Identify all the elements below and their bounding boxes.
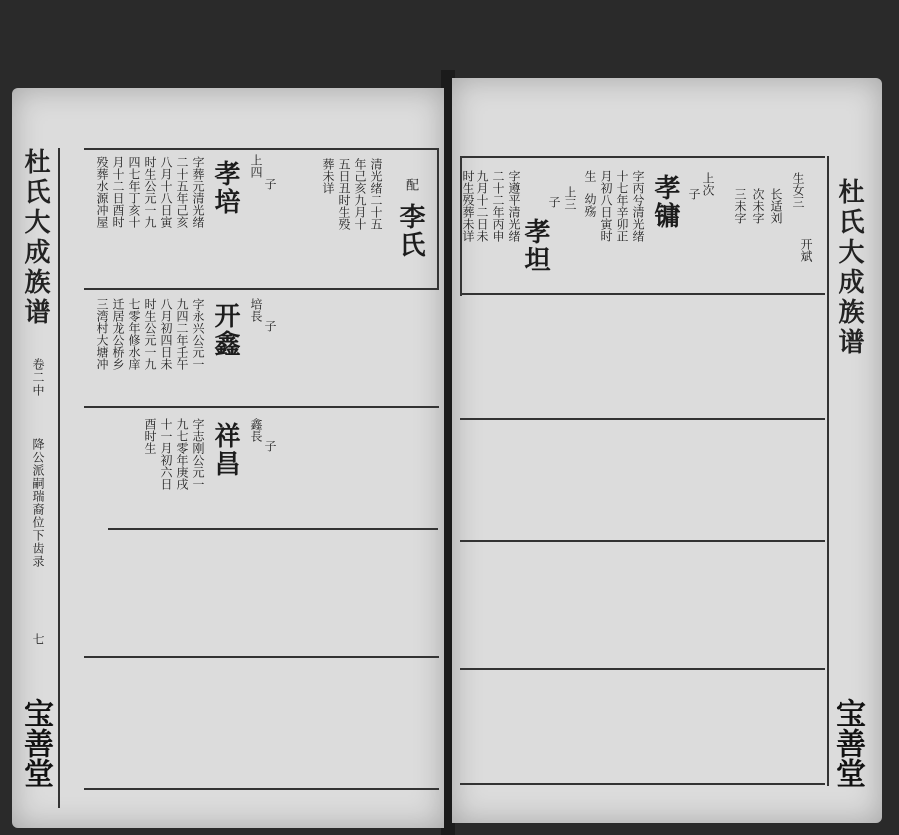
row-rule: [84, 288, 439, 290]
seal-text: 宝善堂: [18, 698, 53, 788]
spouse-line-4: 葬未详: [321, 158, 335, 194]
person-detail: 八月初四日未: [159, 298, 173, 370]
top-rule: [460, 156, 825, 158]
book-title: 杜氏大成族谱: [20, 148, 50, 328]
person-name: 祥昌: [210, 422, 240, 478]
person-detail: 字志刚公元一: [191, 418, 205, 490]
page-number: 七: [31, 633, 45, 646]
person-detail: 七零年修水庠: [127, 298, 141, 370]
daughters-line: 三未字: [733, 188, 747, 224]
right-page: [452, 78, 882, 823]
daughters-line: 长适刘: [769, 188, 783, 224]
person-name: 孝培: [210, 160, 240, 216]
person-name: 开鑫: [210, 302, 240, 358]
person-detail: 时生公元一九: [143, 298, 157, 370]
person-detail: 八月十八日寅: [159, 156, 173, 228]
person-detail: 月十二日酉时: [111, 156, 125, 228]
person-detail: 酉时生: [143, 418, 157, 454]
person-detail: 字遵平清光绪: [507, 170, 521, 242]
person-relation: 子: [263, 320, 277, 332]
person-detail: 三湾村大塘冲: [95, 298, 109, 370]
top-rule: [84, 148, 439, 150]
person-detail: 生: [583, 170, 597, 182]
row-rule: [460, 418, 825, 420]
person-ordinal: 上三: [563, 186, 577, 210]
row-rule: [460, 293, 825, 295]
person-detail: 九月十二日未: [475, 170, 489, 242]
person-detail: 十一月初六日: [159, 418, 173, 490]
person-detail: 字永兴公元一: [191, 298, 205, 370]
person-ordinal: 培長: [249, 298, 263, 322]
spouse-line-1: 清光绪二十五: [369, 158, 383, 230]
person-ordinal: 上次: [701, 172, 715, 196]
person-detail: 月初八日寅时: [599, 170, 613, 242]
person-ordinal: 上四: [249, 154, 263, 178]
bottom-rule: [460, 783, 825, 785]
section-label: 降公派嗣瑞裔位下齿录: [31, 438, 45, 568]
person-relation: 子: [547, 196, 561, 208]
person-relation: 子: [263, 178, 277, 190]
row-rule: [460, 668, 825, 670]
margin-rule: [58, 148, 60, 808]
row-rule: [84, 406, 439, 408]
person-name: 孝镛: [650, 174, 680, 230]
volume-label: 卷二中: [31, 358, 45, 397]
spouse-line-3: 五日丑时生殁: [337, 158, 351, 230]
seal-text: 宝善堂: [830, 698, 865, 788]
person-note: 幼殇: [583, 193, 597, 217]
book-title: 杜氏大成族谱: [834, 178, 864, 358]
column-rule: [437, 148, 439, 288]
spouse-line-2: 年己亥九月十: [353, 158, 367, 230]
spouse-name: 李氏: [395, 203, 425, 259]
person-detail: 时生公元一九: [143, 156, 157, 228]
person-detail: 字丙兮清光绪: [631, 170, 645, 242]
person-detail: 二十五年己亥: [175, 156, 189, 228]
spouse-label: 配: [403, 178, 418, 191]
person-detail: 九七零年庚戌: [175, 418, 189, 490]
person-relation: 子: [263, 440, 277, 452]
margin-rule: [827, 156, 829, 786]
daughter-note: 开斌: [799, 238, 813, 262]
daughters-line: 次未字: [751, 188, 765, 224]
row-rule: [108, 528, 438, 530]
person-detail: 殁葬水源冲屋: [95, 156, 109, 228]
person-detail: 时生殁葬未详: [461, 170, 475, 242]
person-relation: 子: [687, 188, 701, 200]
person-detail: 十七年辛卯正: [615, 170, 629, 242]
person-detail: 二十二年丙申: [491, 170, 505, 242]
person-detail: 字葬元清光绪: [191, 156, 205, 228]
daughters-line: 生女三: [791, 172, 805, 208]
person-detail: 迁居龙公桥乡: [111, 298, 125, 370]
person-ordinal: 鑫長: [249, 418, 263, 442]
bottom-rule: [84, 788, 439, 790]
row-rule: [460, 540, 825, 542]
person-detail: 九四二年壬午: [175, 298, 189, 370]
row-rule: [84, 656, 439, 658]
person-detail: 四七年丁亥十: [127, 156, 141, 228]
person-name: 孝坦: [520, 218, 550, 274]
left-page: [12, 88, 444, 828]
